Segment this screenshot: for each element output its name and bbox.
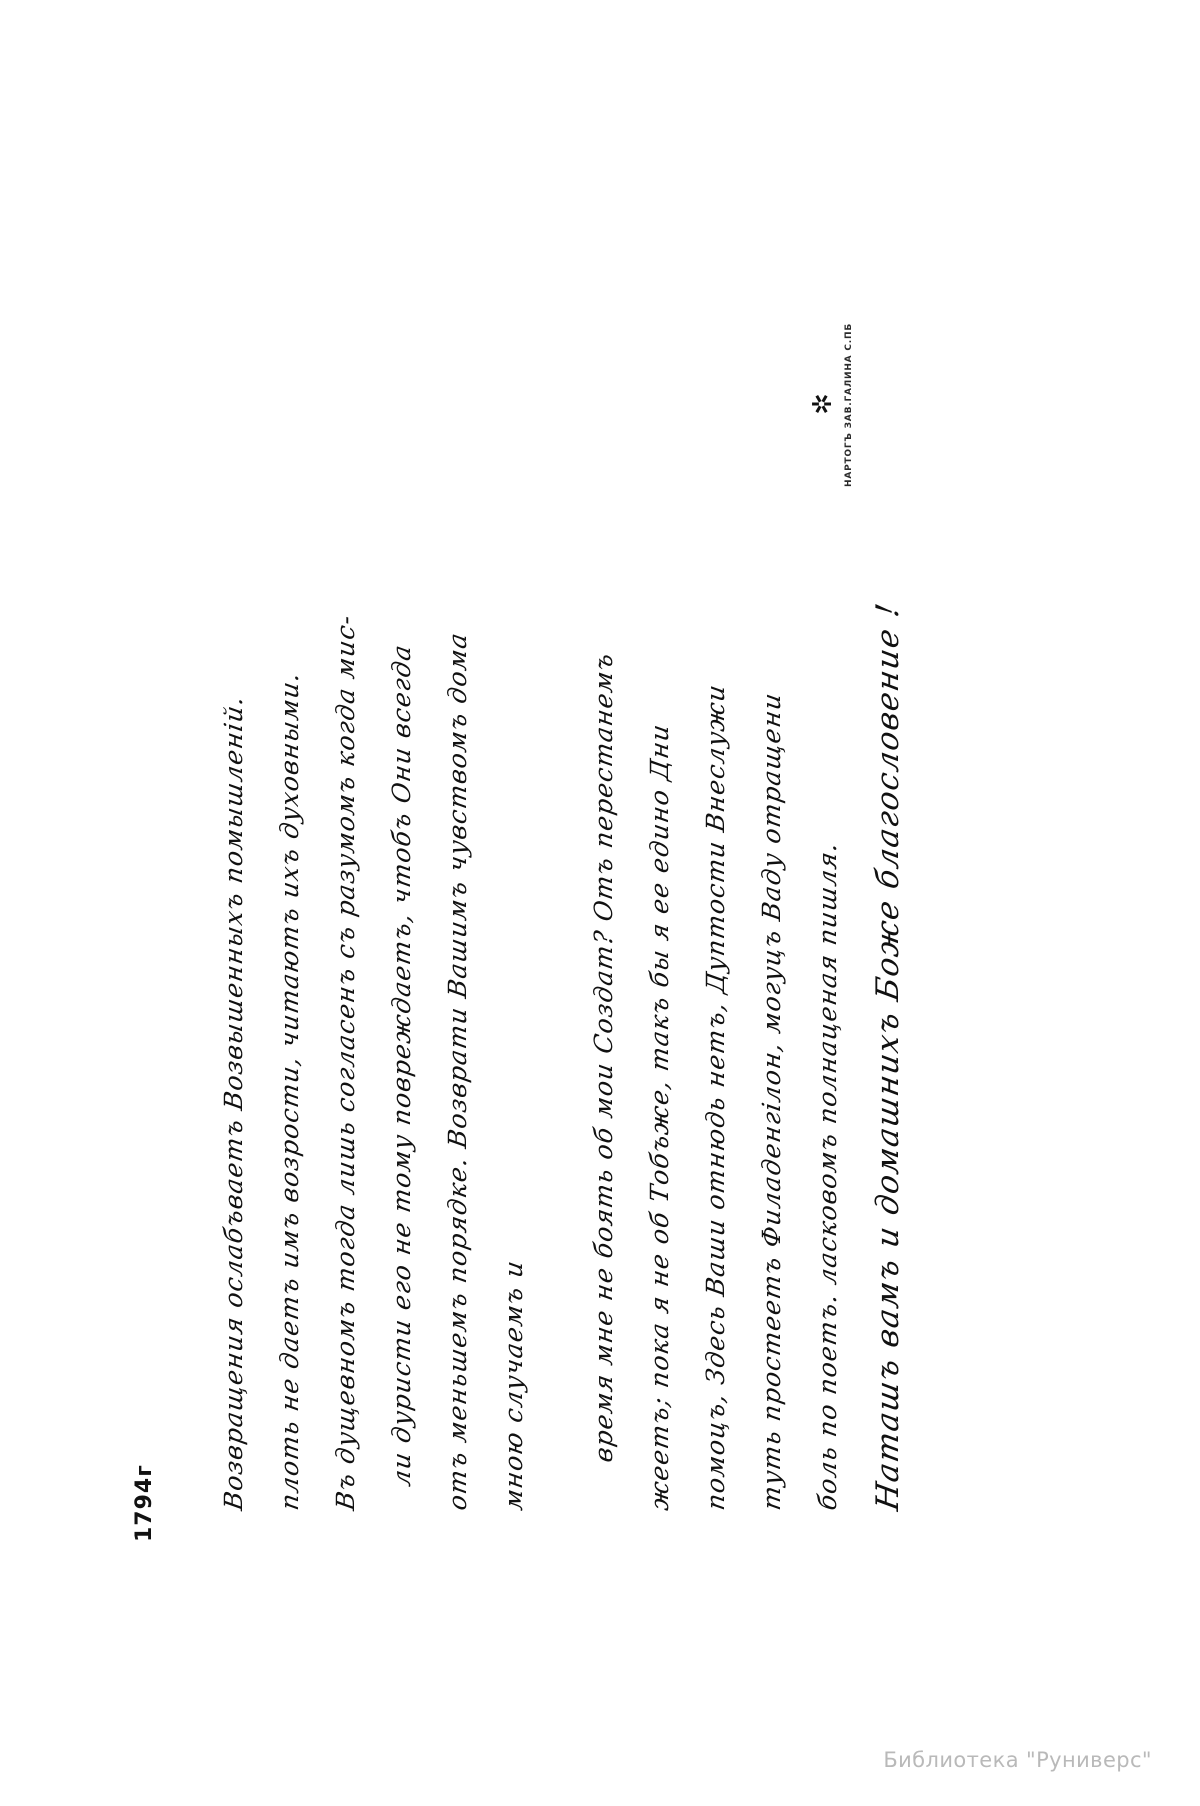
manuscript-line: жеетъ; пока я не об Тобъже, такъ бы я ее едино Дни bbox=[645, 721, 674, 1513]
manuscript-line: мною случаемъ и bbox=[499, 1257, 528, 1513]
emblem-icon: ✲ bbox=[808, 395, 837, 415]
library-watermark: Библиотека "Руниверс" bbox=[883, 1748, 1152, 1772]
handwritten-body bbox=[206, 240, 866, 1513]
manuscript-line: плоть не даетъ имъ возрости, читаютъ ихъ духовными. bbox=[275, 669, 304, 1513]
manuscript-line: боль по поетъ. ласковомъ полнаценая пишля. bbox=[813, 839, 842, 1513]
manuscript-line: Возвращения ослабъваетъ Возвышенныхъ помышленій. bbox=[219, 693, 248, 1513]
manuscript-line: ли дуристи его не тому повреждаетъ, чтобъ Они всегда bbox=[387, 642, 416, 1489]
manuscript-line: помоцъ, Здесь Ваши отнюдь нетъ, Дуптости Внеслужи bbox=[701, 681, 730, 1513]
paragraph-1 bbox=[206, 240, 542, 1513]
manuscript-image bbox=[110, 190, 1090, 1570]
signature-line: Наташъ вамъ и домашнихъ Боже благословение ! bbox=[870, 599, 906, 1514]
publisher-stamp bbox=[810, 290, 854, 520]
manuscript-line: Въ дущевномъ тогда лишь согласенъ съ разумомъ когда мис- bbox=[331, 612, 360, 1513]
emblem-caption: НАРТОГЪ ЗАВ.ГАЛИНА С.ПБ bbox=[844, 323, 854, 487]
manuscript-line: отъ меньшемъ порядке. Возврати Вашимъ чувствомъ дома bbox=[443, 630, 472, 1513]
manuscript-line: туть простеетъ Филаденгілон, могуцъ Ваду отращени bbox=[757, 690, 786, 1513]
manuscript-line: время мне не боять об мои Создат? Отъ перестанемъ bbox=[589, 650, 618, 1465]
signature-block bbox=[870, 250, 906, 1514]
year-annotation: 1794г bbox=[132, 1464, 157, 1542]
